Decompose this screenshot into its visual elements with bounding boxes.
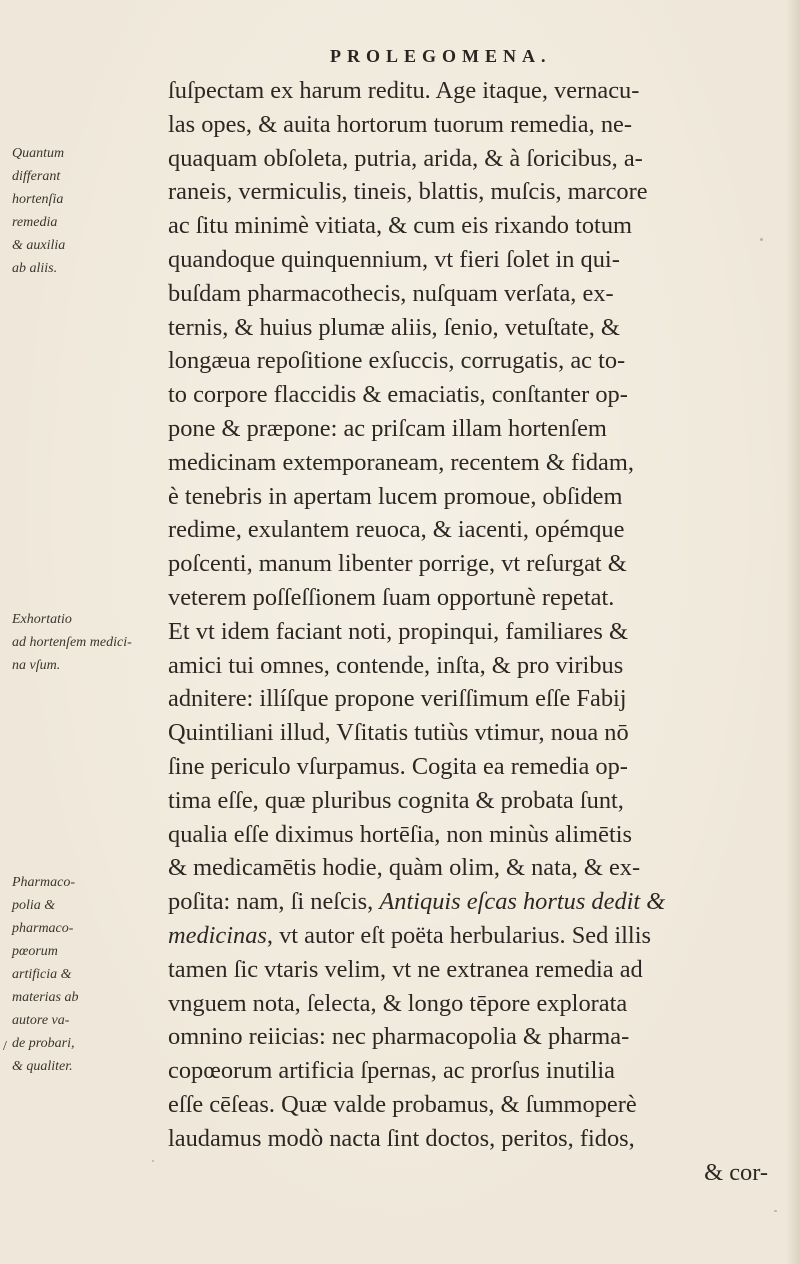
paper-speck xyxy=(760,238,763,241)
text-line: è tenebris in apertam lucem promoue, obſidem xyxy=(168,482,623,510)
paper-speck xyxy=(152,1160,154,1162)
text-line: & medicamētis hodie, quàm olim, & nata, & ex- xyxy=(168,854,641,882)
text-line: longæua repoſitione exſuccis, corrugatis, ac to- xyxy=(168,347,626,375)
paper-speck xyxy=(774,1210,777,1212)
text-line: to corpore flaccidis & emaciatis, conſtanter op- xyxy=(168,381,628,409)
margin-note-line: polia & xyxy=(12,898,56,913)
margin-note-line: differant xyxy=(12,169,61,184)
margin-note-line: & auxilia xyxy=(12,238,66,253)
margin-note-line: de probari, xyxy=(12,1036,75,1051)
text-line: ſuſpectam ex harum reditu. Age itaque, vernacu- xyxy=(168,77,640,104)
text-line: las opes, & auita hortorum tuorum remedia, ne- xyxy=(168,110,632,138)
text-line: amici tui omnes, contende, inſta, & pro viribus xyxy=(168,651,624,679)
text-line: qualia eſſe diximus hortēſia, non minùs alimētis xyxy=(168,820,633,848)
margin-note-line: Pharmaco- xyxy=(12,875,75,890)
body-text xyxy=(168,74,768,1189)
text-line: ſine periculo vſurpamus. Cogita ea remedia op- xyxy=(168,752,628,780)
text-line: laudamus modò nacta ſint doctos, peritos, fidos, xyxy=(168,1124,635,1152)
text-span: , vt autor eſt poëta herbularius. Sed illis xyxy=(266,921,651,949)
margin-note-line: remedia xyxy=(12,215,58,230)
text-line: pone & præpone: ac priſcam illam hortenſem xyxy=(168,414,607,442)
margin-note-line: hortenſia xyxy=(12,192,64,207)
text-line: eſſe cēſeas. Quæ valde probamus, & ſummoperè xyxy=(168,1090,637,1118)
text-line: redime, exulantem reuoca, & iacenti, opémque xyxy=(168,516,625,544)
margin-note-line: pharmaco- xyxy=(12,921,74,936)
margin-mark: / xyxy=(3,1039,7,1054)
margin-note-line: na vſum. xyxy=(12,658,61,673)
text-line: Et vt idem faciant noti, propinqui, familiares & xyxy=(168,617,628,645)
text-line: tamen ſic vtaris velim, vt ne extranea remedia ad xyxy=(168,955,643,983)
margin-note-line: Exhortatio xyxy=(12,612,72,627)
text-line: quandoque quinquennium, vt fieri ſolet in qui- xyxy=(168,245,620,273)
margin-note-line: & qualiter. xyxy=(12,1059,73,1074)
margin-note-line: pœorum xyxy=(12,944,58,959)
margin-note-remedia xyxy=(12,142,140,280)
italic-quote: Antiquis eſcas hortus dedit & xyxy=(379,888,666,916)
text-line xyxy=(168,919,768,953)
running-head: PROLEGOMENA. xyxy=(330,46,552,66)
text-line xyxy=(168,885,768,919)
text-line: Quintiliani illud, Vſitatis tutiùs vtimur, noua nō xyxy=(168,719,629,747)
margin-note-line: artificia & xyxy=(12,967,72,982)
italic-quote: medicinas xyxy=(168,921,267,949)
text-line: tima eſſe, quæ pluribus cognita & probata ſunt, xyxy=(168,786,624,814)
text-line: ac ſitu minimè vitiata, & cum eis rixando totum xyxy=(168,212,633,240)
text-line: vnguem nota, ſelecta, & longo tēpore explorata xyxy=(168,989,628,1017)
page-edge-shadow xyxy=(786,0,800,1264)
text-line: raneis, vermiculis, tineis, blattis, muſcis, marcore xyxy=(168,178,648,206)
text-line: quaquam obſoleta, putria, arida, & à ſoricibus, a- xyxy=(168,144,643,172)
text-line: ternis, & huius plumæ aliis, ſenio, vetuſtate, & xyxy=(168,313,620,341)
margin-note-line: ad hortenſem medici- xyxy=(12,635,132,650)
margin-note-line: ab aliis. xyxy=(12,261,58,276)
margin-note-line: materias ab xyxy=(12,990,79,1005)
text-line: medicinam extemporaneam, recentem & fidam, xyxy=(168,448,634,476)
text-line: veterem poſſeſſionem ſuam opportunè repetat. xyxy=(168,583,615,611)
margin-note-exhortatio xyxy=(12,608,140,677)
text-line: buſdam pharmacothecis, nuſquam verſata, ex- xyxy=(168,279,614,307)
text-line: omnino reiicias: nec pharmacopolia & pharma- xyxy=(168,1023,630,1051)
text-span: poſita: nam, ſi neſcis, xyxy=(168,888,380,916)
margin-note-line: autore va- xyxy=(12,1013,70,1028)
margin-note-line: Quantum xyxy=(12,146,65,161)
catchword: & cor- xyxy=(704,1158,768,1186)
margin-note-pharmacopolia xyxy=(12,871,140,1078)
text-line: copœorum artificia ſpernas, ac prorſus inutilia xyxy=(168,1057,616,1085)
text-line: adnitere: illíſque propone veriſſimum eſſe Fabij xyxy=(168,685,627,713)
text-line: poſcenti, manum libenter porrige, vt reſurgat & xyxy=(168,550,627,578)
